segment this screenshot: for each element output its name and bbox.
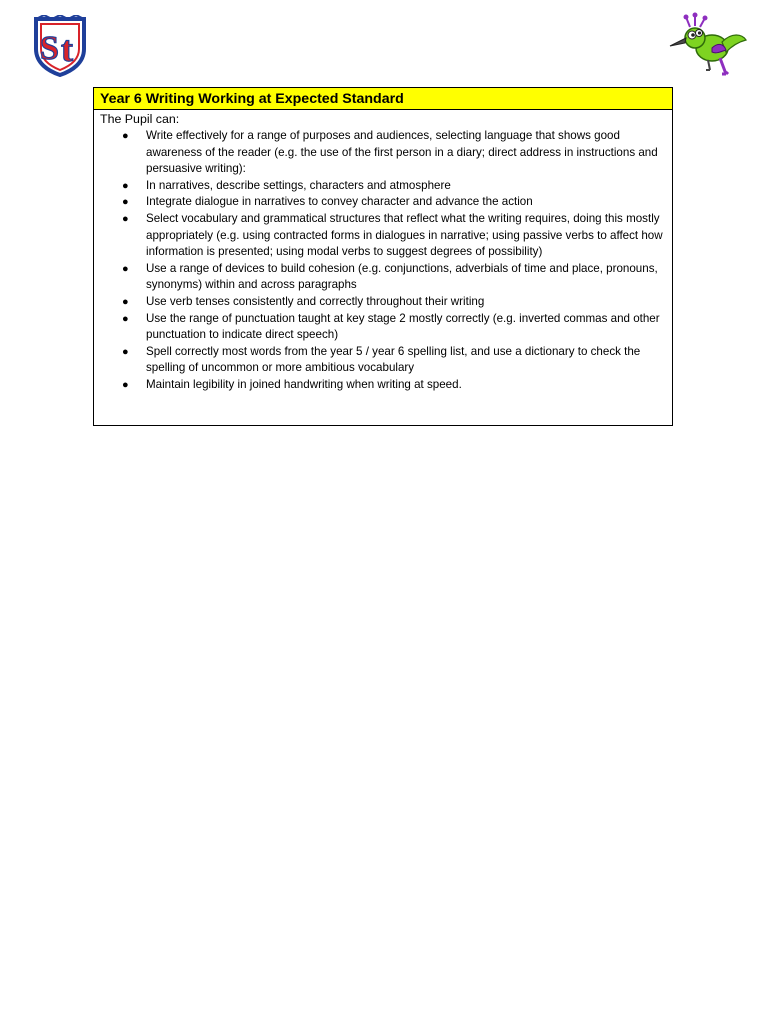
bullet-icon: ● — [122, 212, 129, 225]
list-item — [94, 128, 672, 178]
list-item — [94, 194, 672, 211]
list-item — [94, 211, 672, 261]
bullet-icon: ● — [122, 196, 129, 209]
criteria-text: Integrate dialogue in narratives to convey character and advance the action — [146, 195, 533, 209]
intro-text: The Pupil can: — [100, 112, 180, 126]
list-item — [94, 178, 672, 195]
list-item — [94, 344, 672, 377]
criteria-text: Write effectively for a range of purposes and audiences, selecting language that shows good awareness of the reader (e.g. the use of the first person in a diary; direct address in instructions and persuasive writing): — [146, 129, 658, 176]
criteria-text: Maintain legibility in joined handwriting when writing at speed. — [146, 377, 462, 391]
svg-text:t: t — [61, 29, 73, 69]
criteria-text: Use the range of punctuation taught at key stage 2 mostly correctly (e.g. inverted commas and other punctuation to indicate direct speech) — [146, 311, 660, 342]
criteria-text: Spell correctly most words from the year 5 / year 6 spelling list, and use a dictionary to check the spelling of uncommon or more ambitious vocabulary — [146, 344, 641, 375]
bullet-icon: ● — [122, 262, 129, 275]
criteria-list — [94, 128, 672, 394]
standard-title: Year 6 Writing Working at Expected Standard — [94, 88, 672, 110]
criteria-text: In narratives, describe settings, characters and atmosphere — [146, 178, 451, 192]
criteria-text: Select vocabulary and grammatical structures that reflect what the writing requires, doing this mostly appropriately (e.g. using contracted forms in dialogues in narrative; using passive verbs to affect how information is presented; using modal verbs to suggest degrees of possibility) — [146, 211, 663, 259]
bird-mascot-logo — [668, 12, 748, 78]
criteria-text: Use a range of devices to build cohesion (e.g. conjunctions, adverbials of time and place, pronouns, synonyms) within and across paragraphs — [146, 261, 658, 292]
bullet-icon: ● — [122, 295, 129, 308]
list-item — [94, 377, 672, 394]
bullet-icon: ● — [122, 345, 129, 358]
svg-text:S: S — [40, 30, 59, 67]
list-item — [94, 294, 672, 311]
school-crest-logo — [32, 15, 88, 77]
bullet-icon: ● — [122, 179, 129, 192]
standard-criteria-box — [93, 87, 673, 426]
bullet-icon: ● — [122, 312, 129, 325]
list-item — [94, 311, 672, 344]
bullet-icon: ● — [122, 378, 129, 391]
list-item — [94, 261, 672, 294]
criteria-text: Use verb tenses consistently and correctly throughout their writing — [146, 294, 485, 308]
bullet-icon: ● — [122, 130, 129, 142]
